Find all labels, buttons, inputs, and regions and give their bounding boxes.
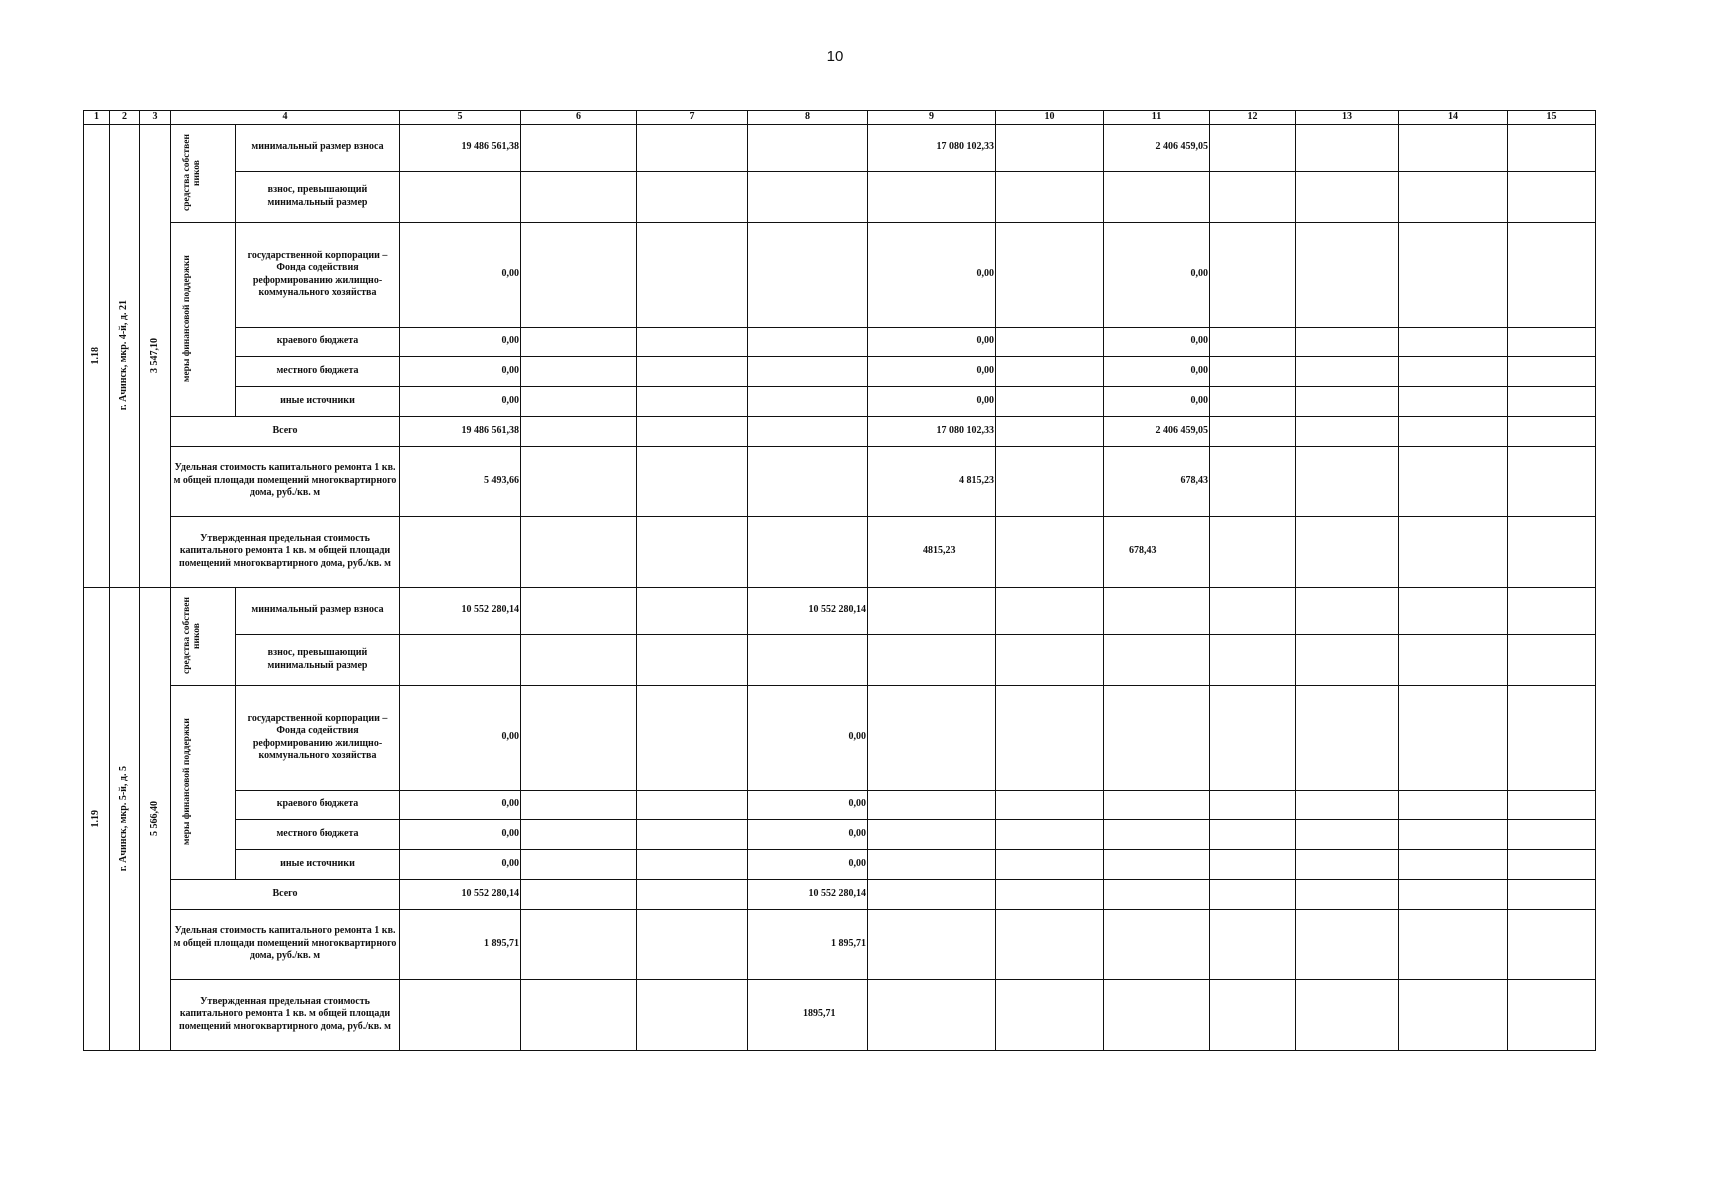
row-label: минимальный размер взноса — [236, 124, 400, 171]
table-row — [84, 879, 1596, 909]
cell-value — [868, 909, 996, 979]
cell-value: 1 895,71 — [748, 909, 868, 979]
cell-value — [868, 685, 996, 790]
cell-value: 0,00 — [400, 790, 521, 819]
cell-value: 19 486 561,38 — [400, 124, 521, 171]
table-row — [84, 634, 1596, 685]
row-label: иные источники — [236, 849, 400, 879]
table-row — [84, 327, 1596, 356]
cell-value: 1 895,71 — [400, 909, 521, 979]
table-row — [84, 587, 1596, 634]
cell-value — [1104, 587, 1210, 634]
row-label: местного бюджета — [236, 819, 400, 849]
cell-value: 0,00 — [748, 849, 868, 879]
cell-value: 10 552 280,14 — [748, 879, 868, 909]
row-label: Удельная стоимость капитального ремонта 1 кв. м общей площади помещений многоквартирного дома, руб./кв. м — [171, 446, 400, 516]
cell-value: 0,00 — [400, 327, 521, 356]
row-label-total: Всего — [171, 416, 400, 446]
object-address: г. Ачинск, мкр. 4-й, д. 21 — [118, 300, 130, 411]
row-label-total: Всего — [171, 879, 400, 909]
row-label: минимальный размер взноса — [236, 587, 400, 634]
table-row — [84, 979, 1596, 1050]
table-row — [84, 909, 1596, 979]
cell-value: 0,00 — [868, 386, 996, 416]
row-label: взнос, превышающий минимальный размер — [236, 634, 400, 685]
cell-value: 0,00 — [400, 386, 521, 416]
cell-value: 0,00 — [400, 222, 521, 327]
cell-value: 10 552 280,14 — [748, 587, 868, 634]
cell-value: 678,43 — [1104, 516, 1210, 587]
table-row — [84, 849, 1596, 879]
group-label-owners: средства собствен ников — [182, 597, 202, 675]
header-cell: 15 — [1508, 111, 1596, 125]
cell-value — [748, 416, 868, 446]
cell-value: 0,00 — [748, 685, 868, 790]
cell-value: 0,00 — [400, 849, 521, 879]
cell-value — [868, 979, 996, 1050]
table-row — [84, 685, 1596, 790]
cell-value — [748, 124, 868, 171]
group-label-support: меры финансовой поддержки — [182, 255, 192, 383]
cell-value — [748, 446, 868, 516]
header-cell: 9 — [868, 111, 996, 125]
header-cell: 11 — [1104, 111, 1210, 125]
cell-value — [1104, 819, 1210, 849]
cell-value — [1104, 790, 1210, 819]
header-cell: 8 — [748, 111, 868, 125]
cell-value: 0,00 — [1104, 356, 1210, 386]
cell-value: 0,00 — [868, 327, 996, 356]
cell-value: 0,00 — [400, 819, 521, 849]
cell-value: 10 552 280,14 — [400, 879, 521, 909]
cell-value: 678,43 — [1104, 446, 1210, 516]
header-cell: 10 — [996, 111, 1104, 125]
cell-value — [1104, 685, 1210, 790]
group-label-support: меры финансовой поддержки — [182, 718, 192, 846]
row-label: иные источники — [236, 386, 400, 416]
group-label-owners: средства собствен ников — [182, 134, 202, 212]
cell-value — [1104, 879, 1210, 909]
cell-value: 5 493,66 — [400, 446, 521, 516]
table-row — [84, 222, 1596, 327]
row-label: краевого бюджета — [236, 327, 400, 356]
row-label: Удельная стоимость капитального ремонта 1 кв. м общей площади помещений многоквартирного дома, руб./кв. м — [171, 909, 400, 979]
table-row — [84, 790, 1596, 819]
row-label: взнос, превышающий минимальный размер — [236, 171, 400, 222]
header-cell: 7 — [637, 111, 748, 125]
cell-value — [1104, 849, 1210, 879]
cell-value — [748, 327, 868, 356]
header-cell: 1 — [84, 111, 110, 125]
cell-value: 0,00 — [1104, 222, 1210, 327]
object-address: г. Ачинск, мкр. 5-й, д. 5 — [118, 765, 130, 872]
cell-value — [868, 849, 996, 879]
cell-value — [1104, 909, 1210, 979]
object-number: 1.18 — [90, 346, 102, 365]
table-row — [84, 171, 1596, 222]
table-row — [84, 446, 1596, 516]
cell-value — [868, 790, 996, 819]
header-cell: 5 — [400, 111, 521, 125]
cell-value: 0,00 — [1104, 386, 1210, 416]
cell-value: 0,00 — [748, 819, 868, 849]
cell-value — [748, 516, 868, 587]
row-label: Утвержденная предельная стоимость капитального ремонта 1 кв. м общей площади помещений многоквартирного дома, руб./кв. м — [171, 516, 400, 587]
cell-value — [1104, 979, 1210, 1050]
cell-value — [748, 222, 868, 327]
row-label: государственной корпорации – Фонда содействия реформированию жилищно-коммунального хозяйства — [236, 222, 400, 327]
header-row — [84, 111, 1596, 125]
table-row — [84, 819, 1596, 849]
row-label: Утвержденная предельная стоимость капитального ремонта 1 кв. м общей площади помещений многоквартирного дома, руб./кв. м — [171, 979, 400, 1050]
cell-value: 2 406 459,05 — [1104, 124, 1210, 171]
cell-value: 2 406 459,05 — [1104, 416, 1210, 446]
header-cell: 12 — [1210, 111, 1296, 125]
cell-value: 19 486 561,38 — [400, 416, 521, 446]
header-cell: 6 — [521, 111, 637, 125]
table-row — [84, 386, 1596, 416]
header-cell: 3 — [140, 111, 171, 125]
cell-value: 4815,23 — [868, 516, 996, 587]
cell-value — [748, 386, 868, 416]
object-number: 1.19 — [90, 809, 102, 828]
cell-value: 0,00 — [400, 685, 521, 790]
row-label: краевого бюджета — [236, 790, 400, 819]
header-cell: 14 — [1399, 111, 1508, 125]
cell-value: 0,00 — [868, 222, 996, 327]
cell-value — [868, 587, 996, 634]
table-row — [84, 416, 1596, 446]
cell-value — [868, 819, 996, 849]
table-row — [84, 356, 1596, 386]
capital-repair-table — [83, 110, 1596, 1051]
object-area: 3 547,10 — [148, 338, 160, 373]
cell-value: 0,00 — [748, 790, 868, 819]
cell-value — [748, 356, 868, 386]
row-label: местного бюджета — [236, 356, 400, 386]
row-label: государственной корпорации – Фонда содействия реформированию жилищно-коммунального хозяйства — [236, 685, 400, 790]
header-cell: 13 — [1296, 111, 1399, 125]
cell-value: 1895,71 — [748, 979, 868, 1050]
table-row — [84, 516, 1596, 587]
cell-value: 0,00 — [1104, 327, 1210, 356]
header-cell: 2 — [110, 111, 140, 125]
cell-value: 17 080 102,33 — [868, 124, 996, 171]
cell-value — [868, 879, 996, 909]
cell-value: 0,00 — [400, 356, 521, 386]
cell-value: 10 552 280,14 — [400, 587, 521, 634]
header-cell: 4 — [171, 111, 400, 125]
table-row — [84, 124, 1596, 171]
page-number: 10 — [826, 48, 844, 65]
cell-value: 17 080 102,33 — [868, 416, 996, 446]
object-area: 5 566,40 — [148, 801, 160, 836]
cell-value: 4 815,23 — [868, 446, 996, 516]
cell-value: 0,00 — [868, 356, 996, 386]
